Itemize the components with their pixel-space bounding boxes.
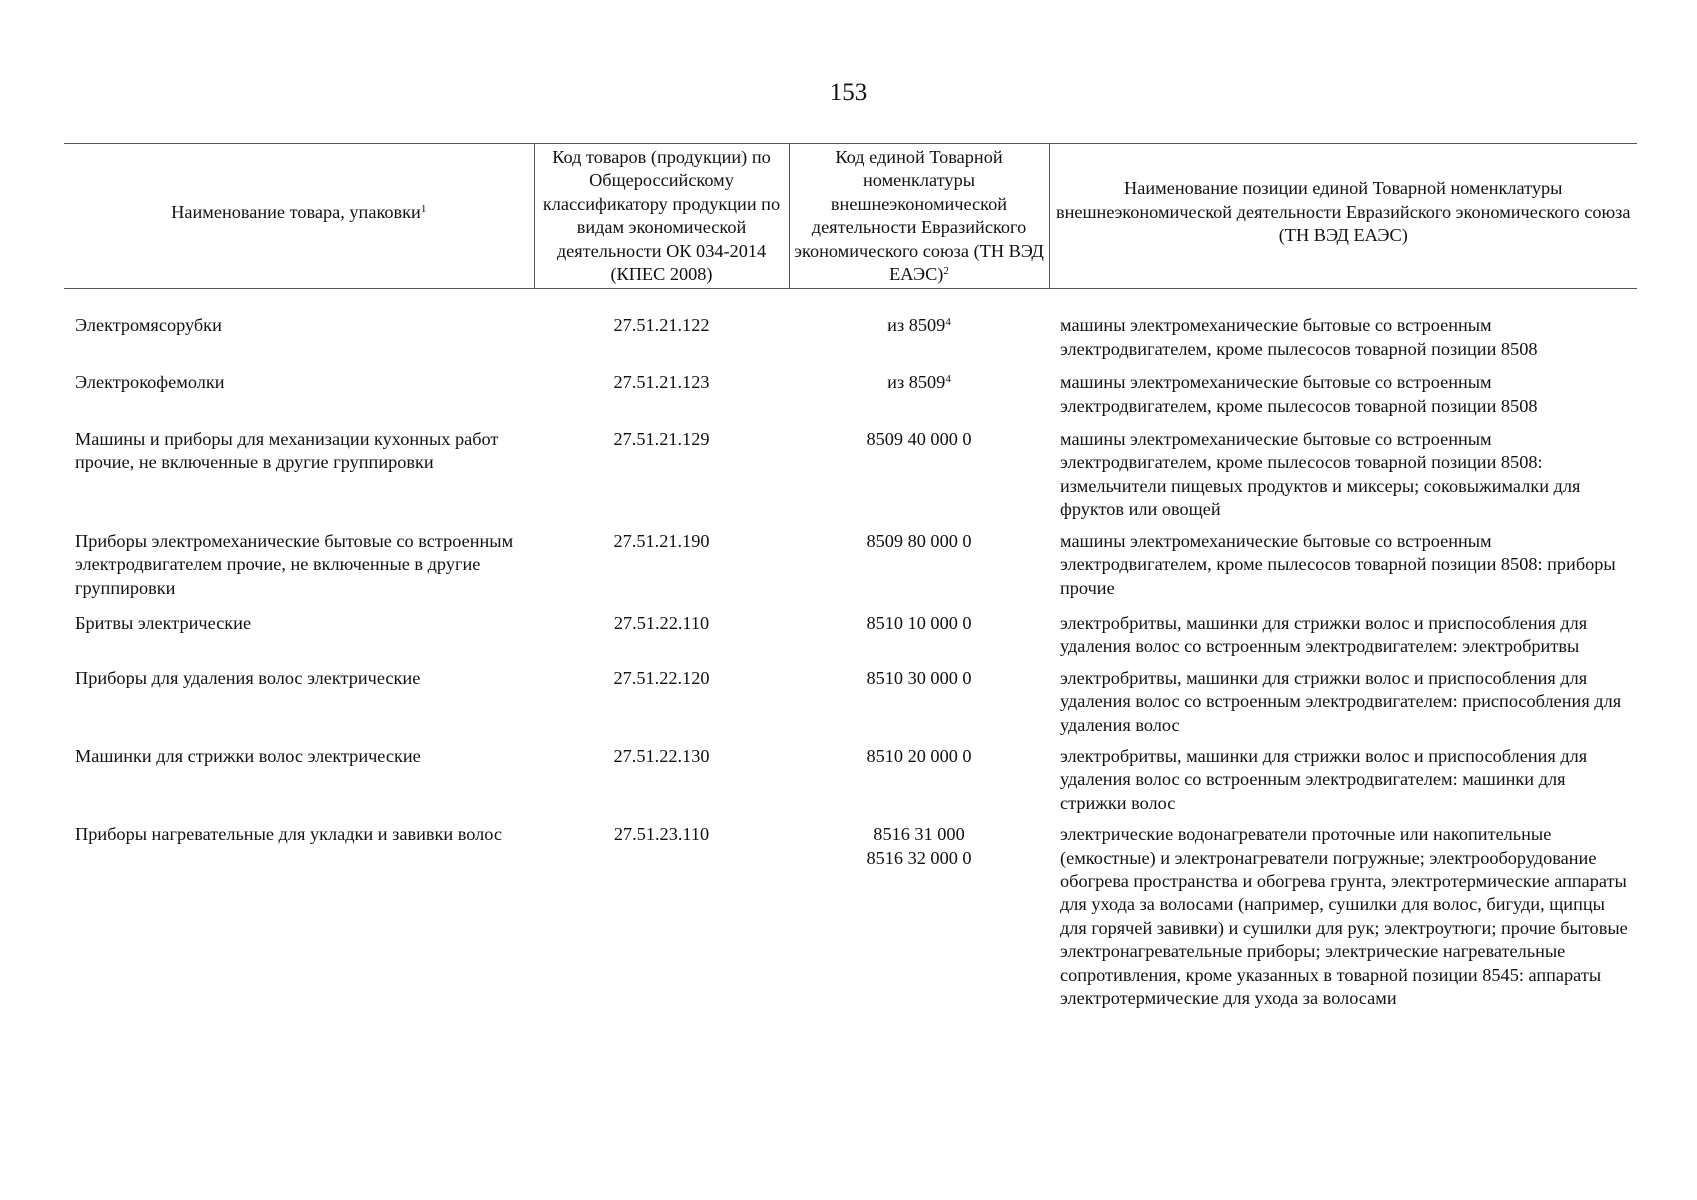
product-name: Бритвы электрические xyxy=(75,612,252,633)
okpd-code: 27.51.21.129 xyxy=(613,429,710,450)
product-name: Приборы нагревательные для укладки и завивки волос xyxy=(75,824,502,845)
okpd-code: 27.51.22.110 xyxy=(613,612,710,633)
okpd-code: 27.51.23.110 xyxy=(613,824,710,845)
footnote-marker: 4 xyxy=(945,316,951,329)
tnved-code: 8510 30 000 0 xyxy=(866,667,972,688)
table-row xyxy=(64,428,1637,530)
product-name: Приборы электромеханические бытовые со встроенным электродвигателем прочие, не включенные в другие группировки xyxy=(75,530,514,598)
tnved-description: электрические водонагреватели проточные или накопительные (емкостные) и электронагреватели погружные; электрооборудование обогрева пространства и обогрева грунта, электротермические аппараты для ухода за волосами (например, сушилки для волос, бигуди, щипцы для горячей завивки) и сушилки для рук; электроутюги; прочие бытовые электронагревательные приборы; электрические нагревательные сопротивления, кроме указанных в товарной позиции 8545: аппараты электротермические для ухода за волосами xyxy=(1060,824,1628,1008)
goods-table xyxy=(64,143,1637,1010)
tnved-description: электробритвы, машинки для стрижки волос и приспособления для удаления волос со встроенным электродвигателем: электробритвы xyxy=(1060,612,1588,657)
tnved-description: машины электромеханические бытовые со встроенным электродвигателем, кроме пылесосов товарной позиции 8508: измельчители пищевых продуктов и миксеры; соковыжималки для фруктов или овощей xyxy=(1060,429,1581,520)
header-okpd-code: Код товаров (продукции) по Общероссийскому классификатору продукции по видам экономической деятельности ОК 034-2014 (КПЕС 2008) xyxy=(534,144,789,289)
header-product-name: Наименование товара, упаковки$^1$ xyxy=(64,144,534,289)
table-row xyxy=(64,823,1637,1010)
okpd-code: 27.51.22.130 xyxy=(613,745,710,766)
okpd-code: 27.51.21.122 xyxy=(613,315,710,336)
tnved-code: из 8509$^4$ xyxy=(887,315,951,336)
tnved-code: 8509 80 000 0 xyxy=(866,530,972,551)
tnved-description: электробритвы, машинки для стрижки волос и приспособления для удаления волос со встроенным электродвигателем: приспособления для удаления волос xyxy=(1060,667,1622,735)
okpd-code: 27.51.22.120 xyxy=(613,667,710,688)
footnote-marker: 2 xyxy=(943,265,949,278)
okpd-code: 27.51.21.190 xyxy=(613,530,710,551)
page-number: 153 xyxy=(829,79,868,106)
tnved-description: машины электромеханические бытовые со встроенным электродвигателем, кроме пылесосов товарной позиции 8508: приборы прочие xyxy=(1060,530,1616,598)
table-row xyxy=(64,371,1637,428)
tnved-code xyxy=(789,823,1049,1010)
tnved-code: из 8509$^4$ xyxy=(887,372,951,393)
tnved-description: электробритвы, машинки для стрижки волос и приспособления для удаления волос со встроенным электродвигателем: машинки для стрижки волос xyxy=(1060,745,1588,813)
tnved-description: машины электромеханические бытовые со встроенным электродвигателем, кроме пылесосов товарной позиции 8508 xyxy=(1060,372,1538,416)
table-row xyxy=(64,667,1637,745)
product-name: Приборы для удаления волос электрические xyxy=(75,667,421,688)
table-row xyxy=(64,530,1637,612)
product-name: Машинки для стрижки волос электрические xyxy=(75,745,421,766)
tnved-code-line: 8516 31 000 xyxy=(873,824,965,845)
tnved-code-line: 8516 32 000 0 xyxy=(866,847,972,868)
header-tnved-code: Код единой Товарной номенклатуры внешнеэкономической деятельности Евразийского экономического союза (ТН ВЭД ЕАЭС)$^2$ xyxy=(789,144,1049,289)
table-header-row xyxy=(64,144,1637,289)
product-name: Машины и приборы для механизации кухонных работ прочие, не включенные в другие группировки xyxy=(75,429,499,473)
footnote-marker: 4 xyxy=(945,373,951,386)
table-row xyxy=(64,612,1637,667)
tnved-code: 8509 40 000 0 xyxy=(866,429,972,450)
tnved-code: 8510 10 000 0 xyxy=(866,612,972,633)
tnved-code: 8510 20 000 0 xyxy=(866,745,972,766)
footnote-marker: 1 xyxy=(420,202,427,215)
table-row xyxy=(64,745,1637,823)
tnved-description: машины электромеханические бытовые со встроенным электродвигателем, кроме пылесосов товарной позиции 8508 xyxy=(1060,315,1538,359)
product-name: Электрокофемолки xyxy=(75,372,225,393)
okpd-code: 27.51.21.123 xyxy=(613,372,710,393)
product-name: Электромясорубки xyxy=(75,315,222,336)
table-row xyxy=(64,289,1637,371)
header-tnved-description: Наименование позиции единой Товарной номенклатуры внешнеэкономической деятельности Евразийского экономического союза (ТН ВЭД ЕАЭС) xyxy=(1049,144,1637,289)
